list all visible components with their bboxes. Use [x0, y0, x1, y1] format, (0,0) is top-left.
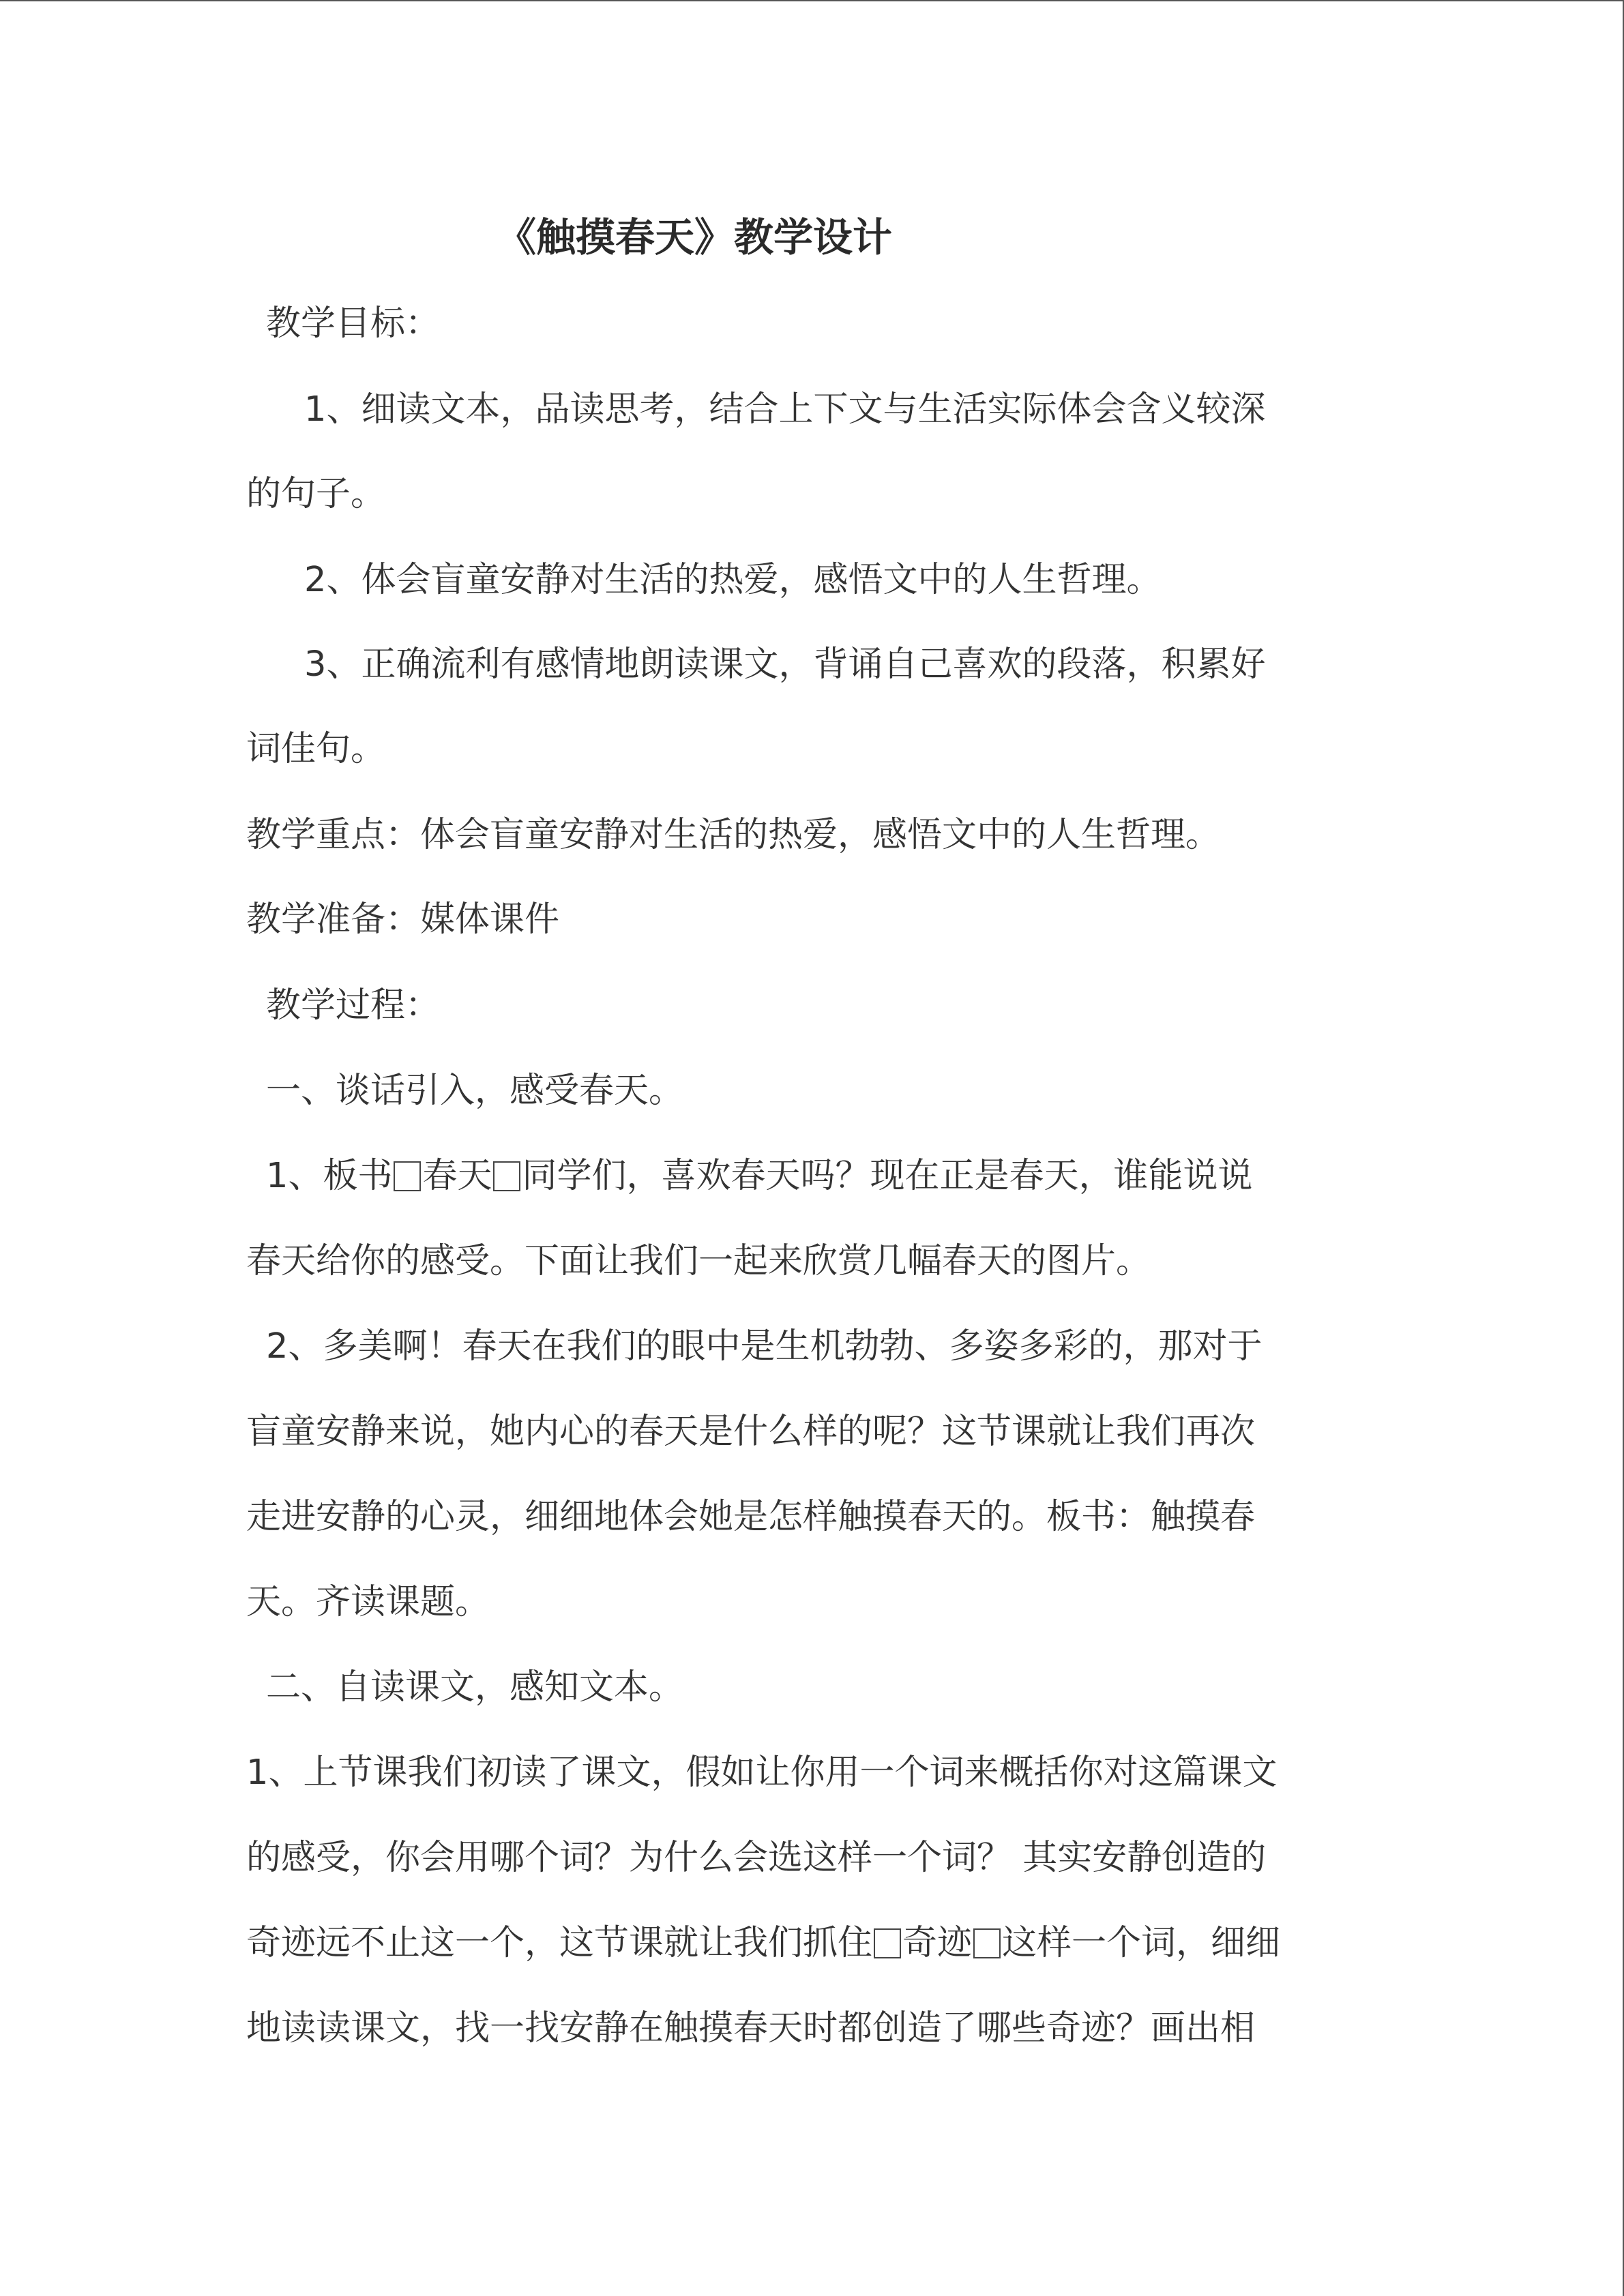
paragraph-line-with-marks: [246, 1920, 1280, 1967]
missing-glyph-box-icon: [973, 1928, 1001, 1958]
paragraph-line: 教学准备：媒体课件: [246, 899, 560, 940]
line-segment: 同学们，喜欢春天吗？现在正是春天，谁能说说: [522, 1156, 1253, 1196]
line-segment: 1、板书: [266, 1156, 393, 1196]
paragraph-line: 地读读课文，找一找安静在触摸春天时都创造了哪些奇迹？画出相: [246, 2008, 1256, 2048]
paragraph-line: 教学过程：: [266, 985, 441, 1026]
paragraph-line: 教学重点：体会盲童安静对生活的热爱，感悟文中的人生哲理。: [246, 815, 1221, 855]
paragraph-line: 盲童安静来说，她内心的春天是什么样的呢？这节课就让我们再次: [246, 1412, 1256, 1452]
paragraph-line: 天。齐读课题。: [246, 1582, 490, 1622]
paragraph-line-with-marks: [266, 1152, 1252, 1200]
paragraph-line: 春天给你的感受。下面让我们一起来欣赏几幅春天的图片。: [246, 1241, 1151, 1281]
paragraph-line: 1、细读文本，品读思考，结合上下文与生活实际体会含义较深: [304, 389, 1266, 430]
paragraph-line: 二、自读课文，感知文本。: [266, 1667, 684, 1708]
line-segment: 这样一个词，细细: [1002, 1923, 1281, 1963]
paragraph-line: 的感受，你会用哪个词？为什么会选这样一个词？ 其实安静创造的: [246, 1838, 1267, 1878]
document-title: 《触摸春天》教学设计: [497, 214, 893, 260]
paragraph-line: 教学目标：: [266, 303, 441, 344]
paragraph-line: 走进安静的心灵，细细地体会她是怎样触摸春天的。板书：触摸春: [246, 1497, 1256, 1537]
missing-glyph-box-icon: [493, 1161, 520, 1191]
paragraph-line: 3、正确流利有感情地朗读课文，背诵自己喜欢的段落，积累好: [304, 644, 1266, 685]
line-segment: 奇迹: [902, 1923, 973, 1963]
paragraph-line: 1、上节课我们初读了课文，假如让你用一个词来概括你对这篇课文: [246, 1753, 1278, 1793]
missing-glyph-box-icon: [394, 1161, 421, 1191]
missing-glyph-box-icon: [874, 1928, 901, 1958]
line-segment: 春天: [422, 1156, 492, 1196]
paragraph-line: 2、体会盲童安静对生活的热爱，感悟文中的人生哲理。: [304, 560, 1162, 600]
paragraph-line: 2、多美啊！春天在我们的眼中是生机勃勃、多姿多彩的，那对于: [266, 1326, 1263, 1367]
line-segment: 奇迹远不止这一个，这节课就让我们抓住: [246, 1923, 873, 1963]
paragraph-line: 词佳句。: [246, 729, 386, 769]
paragraph-line: 一、谈话引入，感受春天。: [266, 1071, 684, 1111]
paragraph-line: 的句子。: [246, 474, 386, 514]
